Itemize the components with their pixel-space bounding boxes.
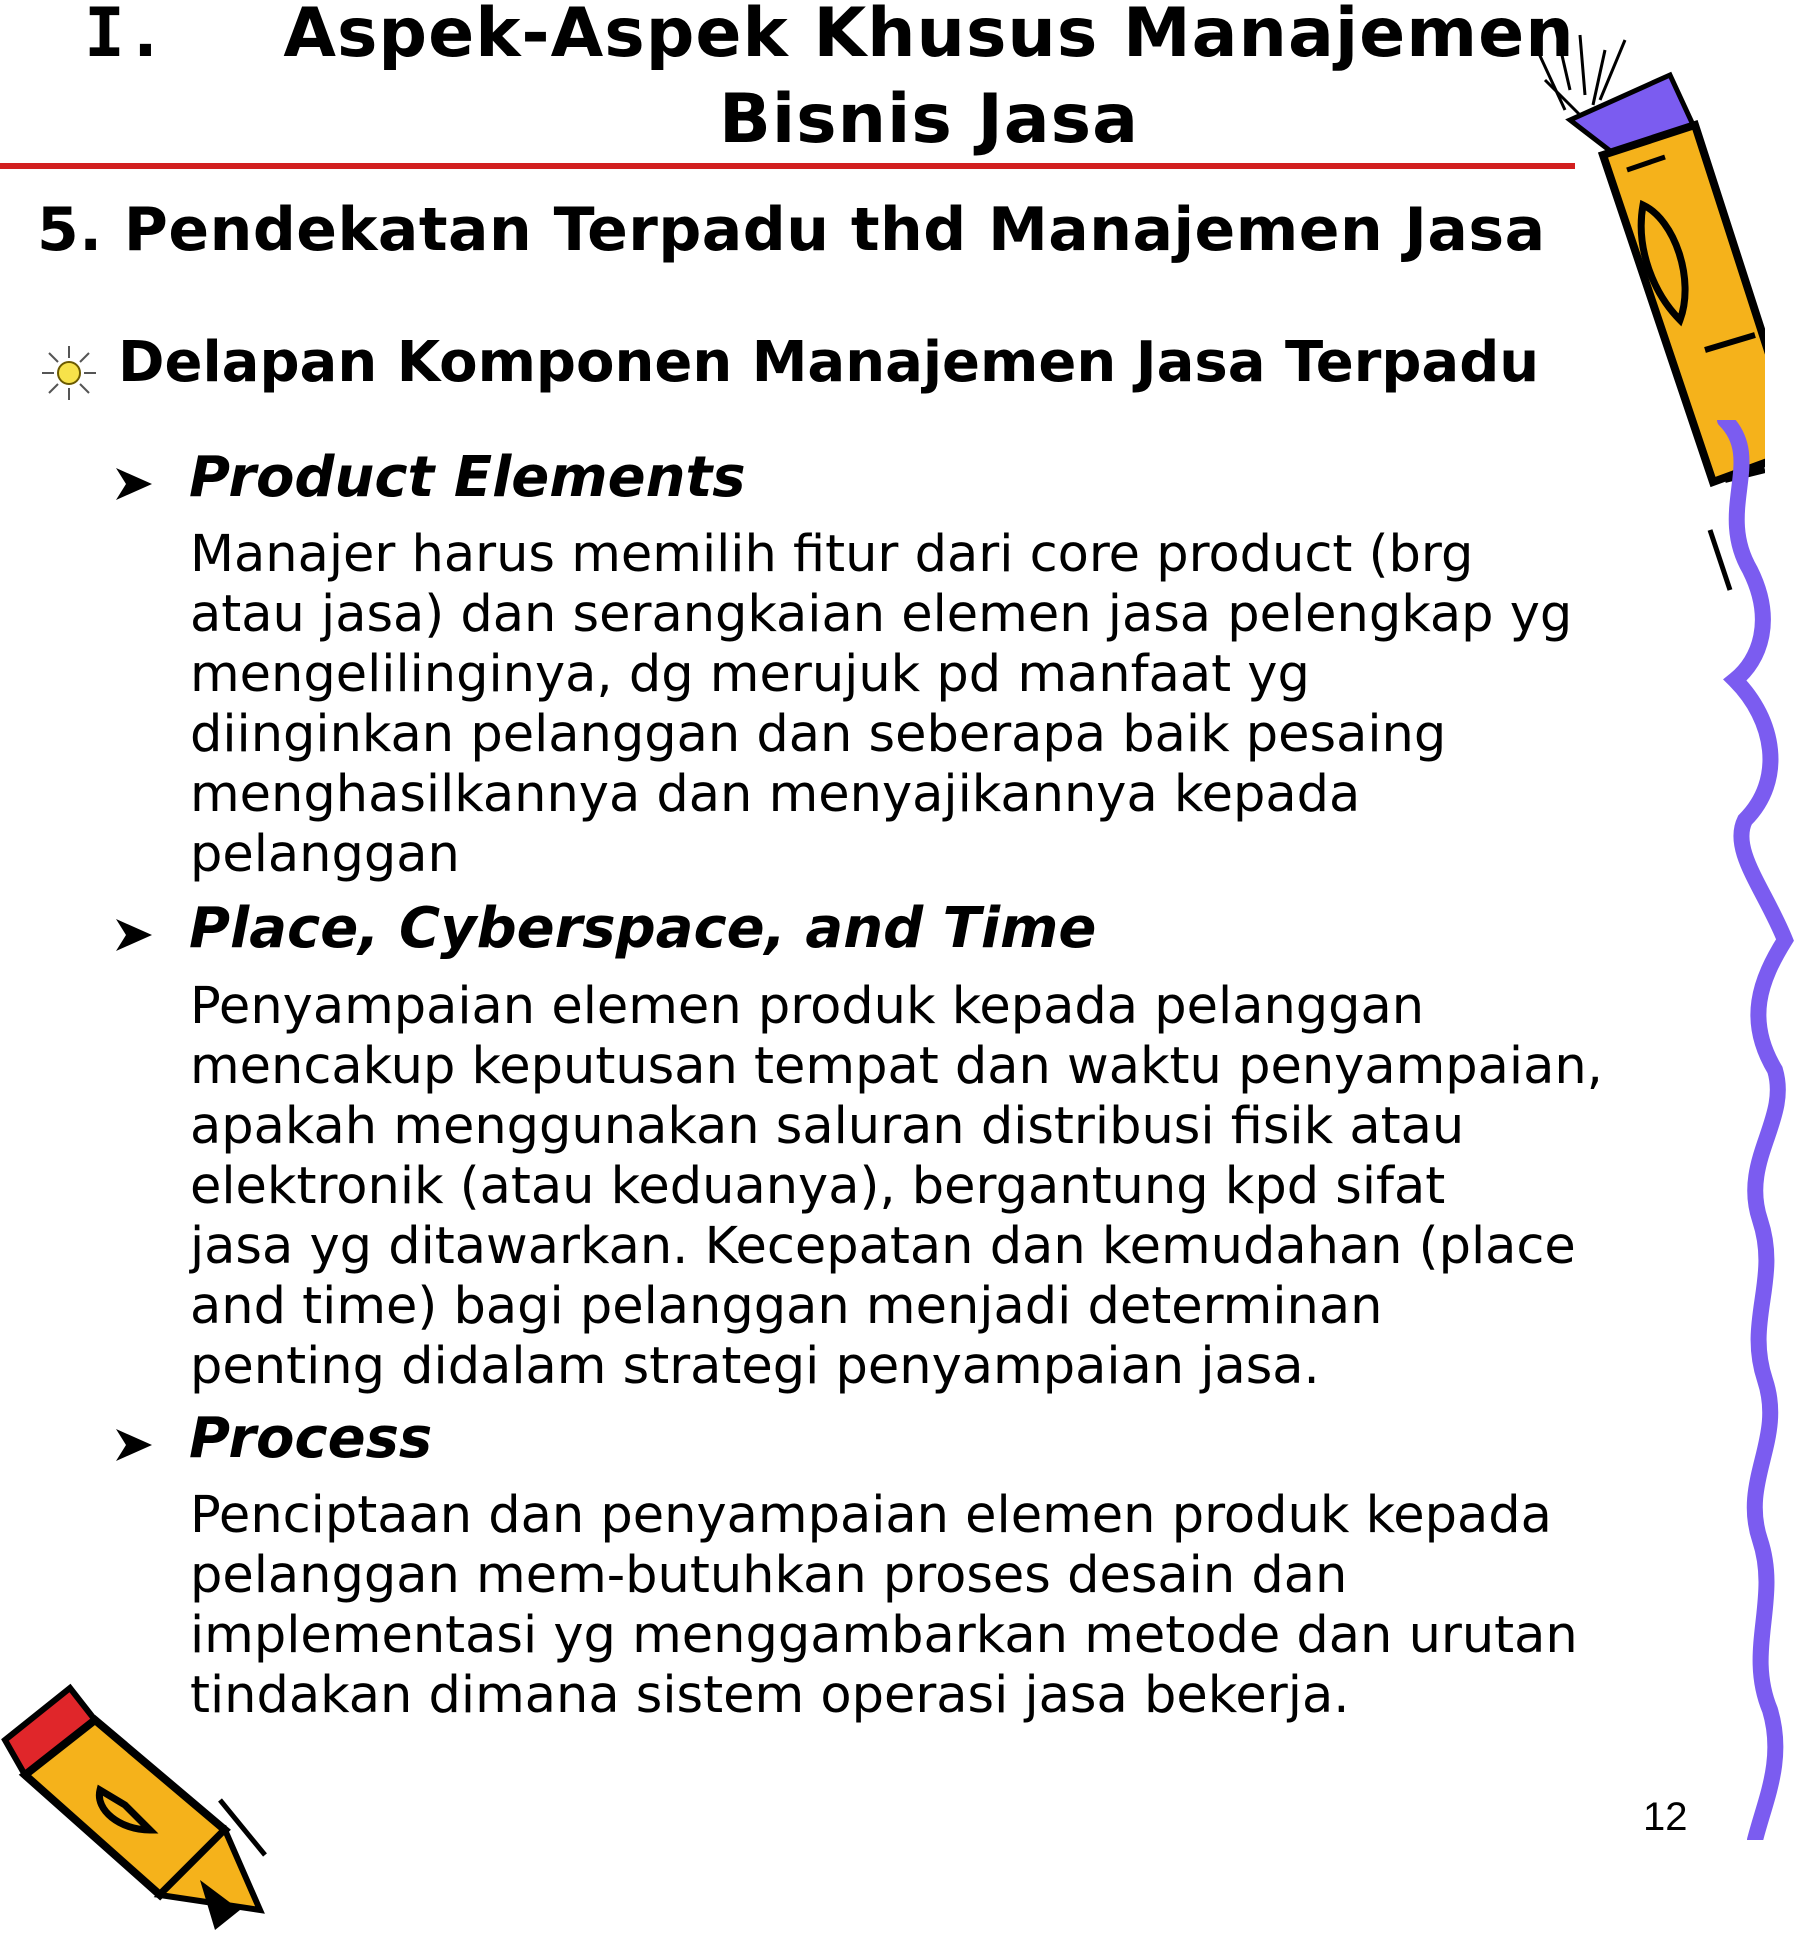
- body-line: penting didalam strategi penyampaian jasa.: [190, 1337, 1320, 1396]
- body-line: mengelilinginya, dg merujuk pd manfaat yg: [190, 645, 1310, 704]
- item-body: [190, 1486, 1730, 1726]
- main-bullet-text: Delapan Komponen Manajemen Jasa Terpadu: [118, 330, 1540, 395]
- body-line: implementasi yg menggambarkan metode dan urutan: [190, 1606, 1578, 1665]
- body-line: Manajer harus memilih fitur dari core product (brg: [190, 525, 1474, 584]
- body-line: jasa yg ditawarkan. Kecepatan dan kemudahan (place: [190, 1217, 1576, 1276]
- body-line: Penciptaan dan penyampaian elemen produk kepada: [190, 1486, 1552, 1545]
- slide-title-line-1: Aspek-Aspek Khusus Manajemen: [283, 0, 1575, 73]
- arrowhead-bullet-icon: [112, 462, 156, 506]
- body-line: Penyampaian elemen produk kepada pelanggan: [190, 977, 1425, 1036]
- body-line: and time) bagi pelanggan menjadi determinan: [190, 1277, 1383, 1336]
- sun-icon: [40, 344, 98, 402]
- body-line: pelanggan mem-butuhkan proses desain dan: [190, 1546, 1348, 1605]
- item-body: [190, 525, 1730, 885]
- body-line: elektronik (atau keduanya), bergantung kpd sifat: [190, 1157, 1446, 1216]
- item-title: Process: [189, 1406, 433, 1471]
- purple-squiggle: [1705, 420, 1800, 1840]
- body-line: apakah menggunakan saluran distribusi fisik atau: [190, 1097, 1465, 1156]
- title-underline: [0, 163, 1575, 169]
- body-line: menghasilkannya dan menyajikannya kepada: [190, 765, 1361, 824]
- item-title: Place, Cyberspace, and Time: [189, 896, 1097, 961]
- body-line: diinginkan pelanggan dan seberapa baik pesaing: [190, 705, 1447, 764]
- item-title: Product Elements: [189, 445, 746, 510]
- page-number: 12: [1643, 1795, 1688, 1839]
- slide-title-line-2: Bisnis Jasa: [718, 80, 1140, 159]
- body-line: mencakup keputusan tempat dan waktu penyampaian,: [190, 1037, 1603, 1096]
- arrowhead-bullet-icon: [112, 1423, 156, 1467]
- body-line: pelanggan: [190, 825, 460, 884]
- arrowhead-bullet-icon: [112, 913, 156, 957]
- body-line: tindakan dimana sistem operasi jasa bekerja.: [190, 1666, 1350, 1725]
- section-heading: 5. Pendekatan Terpadu thd Manajemen Jasa: [37, 195, 1546, 265]
- body-line: atau jasa) dan serangkaian elemen jasa pelengkap yg: [190, 585, 1573, 644]
- pencil-icon: [0, 1680, 280, 1944]
- title-number: I.: [84, 0, 166, 73]
- item-body: [190, 977, 1730, 1397]
